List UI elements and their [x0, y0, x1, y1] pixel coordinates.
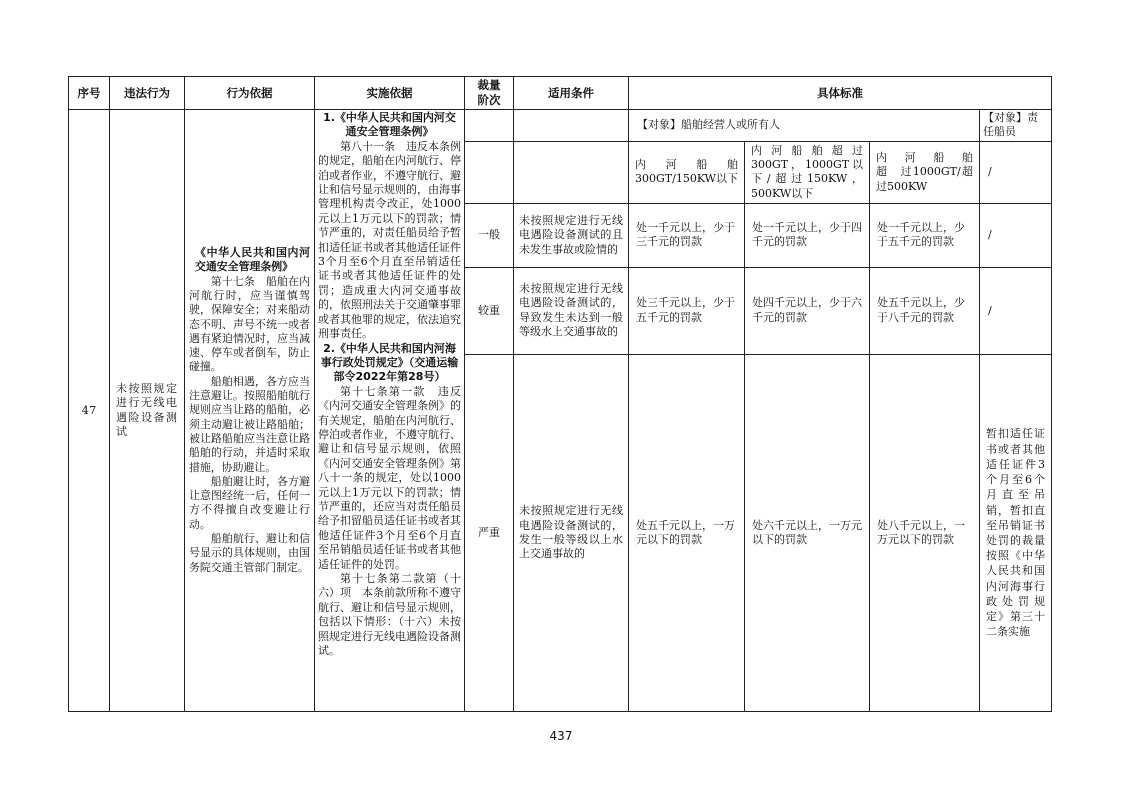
basis-cell [185, 110, 315, 712]
implementation-cell [315, 110, 465, 712]
penalty-table [68, 76, 1052, 712]
page-number: 437 [549, 729, 573, 743]
header-seq: 序号 [69, 77, 110, 110]
basis-para-1: 第十七条 船舶在内河航行时，应当谨慎驾驶，保障安全；对来船动态不明、声号不统一或者遇有紧迫情况时，应当减速、停车或者倒车，防止碰撞。 [189, 274, 310, 374]
level-blank-1 [465, 110, 514, 142]
header-violation: 违法行为 [110, 77, 185, 110]
tier-crew-slash: / [980, 141, 1052, 203]
header-implementation: 实施依据 [315, 77, 465, 110]
impl-para-2: 第十七条第一款 违反《内河交通安全管理条例》的有关规定，船舶在内河航行、停泊或者作业，不遵守航行、避让和信号显示规则，依照《内河交通安全管理条例》第八十一条的规定，处以1000元以上1万元以下的罚款；情节严重的，还应当对责任船员给予扣留船员适任证书或者其他适任证件3个月至6个月直至吊销船员适任证书或者其他适任证件的处罚。 [318, 384, 461, 571]
basis-para-2: 船舶相遇，各方应当注意避让。按照船舶航行规则应当让路的船舶，必须主动避让被让路船舶；被让路船舶应当注意让路船舶的行动，并适时采取措施，协助避让。 [189, 374, 310, 474]
level-blank-2 [465, 141, 514, 203]
target-crew: 【对象】责任船员 [980, 110, 1052, 142]
target-owner: 【对象】船舶经营人或所有人 [629, 110, 980, 142]
crew-serious: / [980, 267, 1052, 354]
std-severe-large: 处八千元以上，一万元以下的罚款 [870, 354, 980, 711]
cond-blank-1 [514, 110, 629, 142]
std-general-medium: 处一千元以上，少于四千元的罚款 [745, 203, 870, 267]
tier-medium: 内河船舶超过300GT，1000GT以下/超过150KW，500KW以下 [745, 141, 870, 203]
tier-large: 内 河 船 舶 超 过1000GT/超过500KW [870, 141, 980, 203]
header-level: 裁量 阶次 [465, 77, 514, 110]
level-general: 一般 [465, 203, 514, 267]
std-severe-small: 处五千元以上，一万元以下的罚款 [629, 354, 745, 711]
impl-title-1: 1.《中华人民共和国内河交通安全管理条例》 [323, 111, 456, 139]
cond-blank-2 [514, 141, 629, 203]
std-serious-medium: 处四千元以上，少于六千元的罚款 [745, 267, 870, 354]
basis-para-3: 船舶避让时，各方避让意图经统一后，任何一方不得擅自改变避让行动。 [189, 474, 310, 531]
header-basis: 行为依据 [185, 77, 315, 110]
level-serious: 较重 [465, 267, 514, 354]
cond-serious: 未按照规定进行无线电遇险设备测试的，导致发生未达到一般等级水上交通事故的 [514, 267, 629, 354]
impl-para-3: 第十七条第二款第（十六）项 本条前款所称不遵守航行、避让和信号显示规则，包括以下情形：（十六）未按照规定进行无线电遇险设备测试。 [318, 572, 461, 658]
seq-cell: 47 [69, 110, 110, 712]
std-general-small: 处一千元以上，少于三千元的罚款 [629, 203, 745, 267]
violation-cell: 未按照规定进行无线电遇险设备测试 [110, 110, 185, 712]
cond-severe: 未按照规定进行无线电遇险设备测试的，发生一般等级以上水上交通事故的 [514, 354, 629, 711]
std-serious-small: 处三千元以上，少于五千元的罚款 [629, 267, 745, 354]
cond-general: 未按照规定进行无线电遇险设备测试的且未发生事故或险情的 [514, 203, 629, 267]
std-serious-large: 处五千元以上，少于八千元的罚款 [870, 267, 980, 354]
std-severe-medium: 处六千元以上，一万元以下的罚款 [745, 354, 870, 711]
crew-severe: 暂扣适任证书或者其他适任证件3个月至6个月直至吊销，暂扣直至吊销证书处罚的裁量按照《中华人民共和国内河海事行政处罚规定》第三十二条实施 [980, 354, 1052, 711]
header-standard: 具体标准 [629, 77, 1052, 110]
crew-general: / [980, 203, 1052, 267]
target-row [69, 110, 1052, 142]
header-row [69, 77, 1052, 110]
level-severe: 严重 [465, 354, 514, 711]
impl-para-1: 第八十一条 违反本条例的规定，船舶在内河航行、停泊或者作业，不遵守航行、避让和信号显示规则的，由海事管理机构责令改正，处1000元以上1万元以下的罚款；情节严重的，对责任船员给予暂扣适任证书或者其他适任证件3个月至6个月直至吊销适任证书或者其他适任证件的处罚；造成重大内河交通事故的，依照刑法关于交通肇事罪或者其他罪的规定，依法追究刑事责任。 [318, 139, 461, 341]
header-condition: 适用条件 [514, 77, 629, 110]
basis-title: 《中华人民共和国内河交通安全管理条例》 [195, 246, 310, 274]
impl-title-2: 2.《中华人民共和国内河海事行政处罚规定》（交通运输部令2022年第28号） [320, 341, 459, 384]
basis-para-4: 船舶航行、避让和信号显示的具体规则，由国务院交通主管部门制定。 [189, 532, 310, 574]
tier-small: 内 河 船 舶300GT/150KW以下 [629, 141, 745, 203]
std-general-large: 处一千元以上，少于五千元的罚款 [870, 203, 980, 267]
